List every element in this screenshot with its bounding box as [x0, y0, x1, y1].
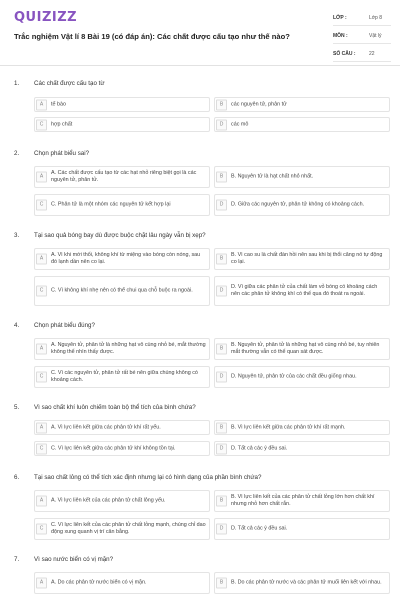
meta-grade: [333, 10, 391, 26]
option-text: A. Vì lực liên kết giữa các phân tử khí rất yếu.: [51, 423, 161, 430]
option-text: B. Vì cao su là chất đàn hồi nên sau khi bị thổi căng nó tự động co lại.: [231, 251, 383, 265]
option-letter-badge: B: [216, 422, 227, 433]
option-letter-badge: A: [36, 496, 47, 507]
quiz-meta: [333, 10, 391, 64]
option-text: D. Tất cả các ý đều sai.: [231, 525, 288, 532]
question-text: Chọn phát biểu đúng?: [34, 322, 95, 329]
option-letter-badge: C: [36, 372, 47, 383]
question-text: Chọn phát biểu sai?: [34, 150, 90, 157]
option-letter-badge: A: [36, 422, 47, 433]
answer-option-c[interactable]: [34, 194, 210, 216]
question-header: [0, 232, 400, 244]
answer-option-c[interactable]: [34, 366, 210, 388]
answer-option-a[interactable]: [34, 97, 210, 112]
option-text: B. Nguyên tử, phân tử là những hạt vô cùng nhỏ bé, tuy nhiên mắt thường vẫn có thể quan sát được.: [231, 341, 380, 355]
question-number: 2.: [14, 150, 20, 157]
answer-option-d[interactable]: [214, 117, 390, 132]
option-letter-badge: D: [216, 119, 227, 130]
answer-option-a[interactable]: [34, 420, 210, 435]
question-header: [0, 556, 400, 568]
answer-option-d[interactable]: [214, 194, 390, 216]
option-text: A. Do các phân tử nước biển có vị mặn.: [51, 579, 147, 586]
question-3: [0, 232, 400, 297]
answer-option-a[interactable]: [34, 338, 210, 360]
page-header: [0, 0, 400, 66]
answer-option-b[interactable]: [214, 572, 390, 594]
quizizz-logo: QUIZIZZ: [14, 10, 78, 25]
answer-option-d[interactable]: [214, 518, 390, 540]
option-text: D. Giữa các nguyên tử, phân tử không có khoảng cách.: [231, 201, 365, 208]
option-letter-badge: D: [216, 443, 227, 454]
answer-option-b[interactable]: [214, 166, 390, 188]
question-header: [0, 80, 400, 92]
answer-option-a[interactable]: [34, 248, 210, 270]
option-letter-badge: A: [36, 344, 47, 355]
meta-value: Vật lý: [369, 32, 382, 39]
question-header: [0, 404, 400, 416]
answer-option-b[interactable]: [214, 338, 390, 360]
option-text: C. Vì các nguyên tử, phân tử rất bé nên giữa chúng không có khoảng cách.: [51, 369, 198, 383]
option-letter-badge: C: [36, 524, 47, 535]
option-letter-badge: B: [216, 172, 227, 183]
option-letter-badge: A: [36, 99, 47, 110]
answer-option-c[interactable]: [34, 276, 210, 306]
question-text: Các chất được cấu tạo từ: [34, 80, 105, 87]
option-text: C. Vì lực liên kết giữa các phân tử khí không tồn tại.: [51, 444, 176, 451]
option-letter-badge: A: [36, 172, 47, 183]
question-text: Tại sao chất lỏng có thể tích xác định nhưng lại có hình dạng của phần bình chứa?: [34, 474, 262, 481]
option-letter-badge: B: [216, 254, 227, 265]
option-letter-badge: C: [36, 286, 47, 297]
question-number: 7.: [14, 556, 20, 563]
answer-option-d[interactable]: [214, 366, 390, 388]
question-header: [0, 150, 400, 162]
question-1: [0, 80, 400, 127]
question-number: 1.: [14, 80, 20, 87]
option-text: C. Vì không khí nhẹ nên có thể chui qua chỗ buộc ra ngoài.: [51, 287, 193, 294]
option-letter-badge: C: [36, 200, 47, 211]
question-number: 4.: [14, 322, 20, 329]
question-text: Vì sao chất khí luôn chiếm toàn bộ thể tích của bình chứa?: [34, 404, 196, 411]
question-2: [0, 150, 400, 208]
question-7: [0, 556, 400, 586]
meta-label: MÔN :: [333, 32, 348, 39]
question-5: [0, 404, 400, 451]
meta-label: LỚP :: [333, 14, 347, 21]
answer-option-b[interactable]: [214, 97, 390, 112]
option-text: D. Nguyên tử, phân tử của các chất đều giống nhau.: [231, 373, 357, 380]
meta-value: 22: [369, 50, 375, 57]
question-4: [0, 322, 400, 383]
option-letter-badge: D: [216, 200, 227, 211]
meta-subject: [333, 28, 391, 44]
option-letter-badge: A: [36, 254, 47, 265]
option-letter-badge: D: [216, 372, 227, 383]
option-text: A. Vì lực liên kết của các phân tử chất lỏng yếu.: [51, 497, 166, 504]
answer-option-d[interactable]: [214, 276, 390, 306]
answer-option-c[interactable]: [34, 518, 210, 540]
question-text: Tại sao quả bóng bay dù được buộc chặt lâu ngày vẫn bị xẹp?: [34, 232, 206, 239]
option-text: B. Do các phân tử nước và các phân tử muối liên kết với nhau.: [231, 579, 382, 586]
meta-value: Lớp 8: [369, 14, 383, 21]
answer-option-d[interactable]: [214, 441, 390, 456]
option-text: B. Nguyên tử là hạt chất nhỏ nhất.: [231, 173, 314, 180]
meta-label: SỐ CÂU :: [333, 50, 356, 57]
option-text: A. Nguyên tử, phân tử là những hạt vô cùng nhỏ bé, mắt thường không thể nhìn thấy được.: [51, 341, 206, 355]
question-number: 3.: [14, 232, 20, 239]
option-letter-badge: B: [216, 578, 227, 589]
question-6: [0, 474, 400, 535]
option-text: A. Các chất được cấu tạo từ các hạt nhỏ riêng biệt gọi là các nguyên tử, phân tử.: [51, 169, 197, 183]
answer-option-b[interactable]: [214, 420, 390, 435]
option-text: các mô: [231, 120, 249, 127]
answer-option-b[interactable]: [214, 490, 390, 512]
option-text: hợp chất: [51, 120, 73, 127]
answer-option-c[interactable]: [34, 441, 210, 456]
answer-option-a[interactable]: [34, 166, 210, 188]
question-number: 6.: [14, 474, 20, 481]
question-number: 5.: [14, 404, 20, 411]
page-title: Trắc nghiệm Vật lí 8 Bài 19 (có đáp án): Các chất được cấu tạo như thế nào?: [14, 32, 290, 41]
option-text: A. Vì khi mới thổi, không khí từ miệng vào bóng còn nóng, sau đó lạnh dần nên co lại.: [51, 251, 201, 265]
option-letter-badge: B: [216, 344, 227, 355]
option-letter-badge: B: [216, 99, 227, 110]
option-text: C. Vì lực liên kết của các phân tử chất lỏng mạnh, chúng chỉ dao động xung quanh vị trí cân bằng.: [51, 521, 206, 535]
answer-option-c[interactable]: [34, 117, 210, 132]
answer-option-a[interactable]: [34, 572, 210, 594]
answer-option-a[interactable]: [34, 490, 210, 512]
option-text: D. Tất cả các ý đều sai.: [231, 444, 288, 451]
option-text: B. Vì lực liên kết giữa các phân tử khí rất mạnh.: [231, 423, 346, 430]
answer-option-b[interactable]: [214, 248, 390, 270]
option-letter-badge: D: [216, 524, 227, 535]
option-text: tế bào: [51, 100, 66, 107]
option-letter-badge: C: [36, 119, 47, 130]
option-letter-badge: B: [216, 496, 227, 507]
option-letter-badge: C: [36, 443, 47, 454]
option-text: B. Vì lực liên kết của các phân tử chất lỏng lớn hơn chất khí nhưng nhỏ hơn chất rắn.: [231, 493, 375, 507]
option-text: các nguyên tử, phân tử: [231, 100, 287, 107]
meta-question-count: [333, 46, 391, 62]
question-header: [0, 322, 400, 334]
option-text: D. Vì giữa các phân tử của chất làm vỏ bóng có khoảng cách nên các phân tử không khí có thể qua đó thoát ra ngoài.: [231, 283, 378, 297]
option-text: C. Phân tử là một nhóm các nguyên tử kết hợp lại: [51, 201, 171, 208]
option-letter-badge: D: [216, 286, 227, 297]
question-header: [0, 474, 400, 486]
question-text: Vì sao nước biển có vị mặn?: [34, 556, 114, 563]
option-letter-badge: A: [36, 578, 47, 589]
